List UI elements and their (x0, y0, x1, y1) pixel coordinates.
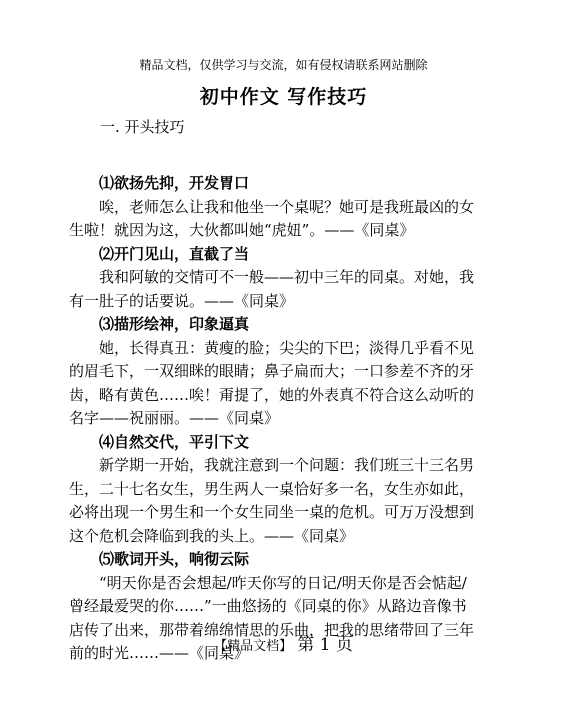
paragraph-line: 生啦！就因为这，大伙都叫她“虎妞”。——《同桌》 (69, 221, 415, 239)
paragraph-line: “明天你是否会想起/昨天你写的日记/明天你是否会惦起/ (99, 573, 467, 592)
paragraph-line: 的眉毛下，一双细眯的眼睛；鼻子扁而大；一口参差不齐的牙 (69, 362, 475, 380)
technique-heading-1: ⑴欲扬先抑，开发胃口 (99, 174, 250, 192)
technique-heading-2: ⑵开门见山，直截了当 (99, 244, 250, 263)
paragraph-line: 唉，老师怎么让我和他坐一个桌呢？她可是我班最凶的女 (99, 197, 475, 216)
header-disclaimer: 精品文档，仅供学习与交流，如有侵权请联系网站删除 (139, 58, 428, 72)
paragraph-line: 有一肚子的话要说。——《同桌》 (69, 291, 295, 310)
page-title: 初中作文 写作技巧 (199, 86, 368, 108)
document-body (69, 172, 501, 666)
paragraph-line: 生，二十七名女生，男生两人一桌恰好多一名，女生亦如此， (69, 479, 475, 498)
technique-heading-3: ⑶描形绘神，印象逼真 (99, 315, 250, 333)
paragraph-line: 齿，略有黄色……唉！甭提了，她的外表真不符合这么动听的 (69, 385, 475, 404)
paragraph-line: 店传了出来，那带着绵绵情思的乐曲，把我的思绪带回了三年 (69, 620, 475, 639)
paragraph-line: 曾经最爱哭的你……”一曲悠扬的《同桌的你》从路边音像书 (69, 597, 467, 615)
paragraph-line: 新学期一开始，我就注意到一个问题：我们班三十三名男 (99, 456, 475, 474)
paragraph-line: 前的时光……——《同桌》 (69, 644, 250, 662)
page-number: 第 1 页 (297, 635, 353, 655)
technique-heading-4: ⑷自然交代，平引下文 (99, 432, 250, 451)
paragraph-line: 她，长得真丑：黄瘦的脸；尖尖的下巴；淡得几乎看不见 (99, 338, 475, 357)
technique-heading-5: ⑸歌词开头，响彻云际 (99, 550, 250, 568)
page-footer (0, 630, 567, 655)
paragraph-line: 这个危机会降临到我的头上。——《同桌》 (69, 526, 355, 545)
paragraph-line: 必将出现一个男生和一个女生同坐一桌的危机。可万万没想到 (69, 503, 475, 521)
paragraph-line: 名字——祝丽丽。——《同桌》 (69, 409, 280, 427)
footer-tag: 【精品文档】 (214, 639, 293, 654)
section-heading: 一. 开头技巧 (100, 118, 185, 136)
paragraph-line: 我和阿敏的交情可不一般——初中三年的同桌。对她，我 (99, 268, 475, 286)
